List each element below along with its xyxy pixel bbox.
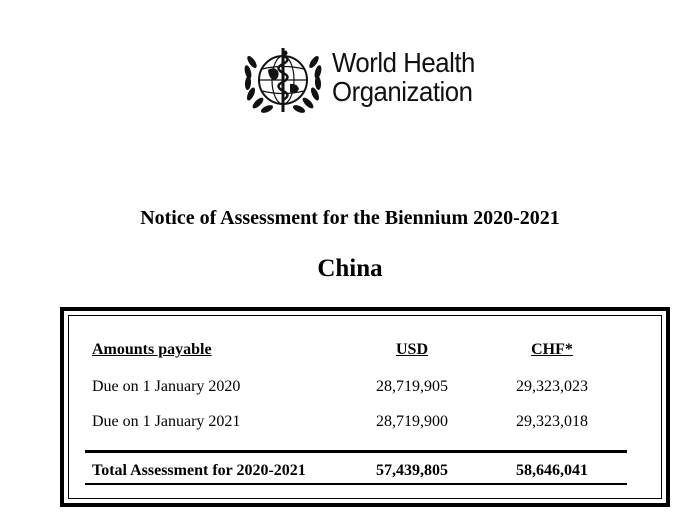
total-divider-top bbox=[85, 450, 627, 453]
who-emblem-icon bbox=[240, 40, 326, 118]
row-chf-2021: 29,323,018 bbox=[516, 413, 588, 430]
row-usd-2021: 28,719,900 bbox=[376, 413, 448, 430]
total-divider-bottom bbox=[85, 483, 627, 485]
total-label: Total Assessment for 2020-2021 bbox=[92, 462, 306, 479]
column-header-usd: USD bbox=[395, 341, 428, 358]
organization-name bbox=[332, 48, 475, 106]
who-logo bbox=[240, 40, 490, 118]
row-label-2021: Due on 1 January 2021 bbox=[92, 413, 241, 430]
org-name-line2: Organization bbox=[332, 76, 473, 107]
column-header-amounts: Amounts payable bbox=[92, 341, 212, 358]
total-usd: 57,439,805 bbox=[376, 462, 448, 479]
country-name: China bbox=[317, 255, 383, 282]
column-header-chf: CHF* bbox=[531, 341, 573, 358]
row-usd-2020: 28,719,905 bbox=[376, 378, 448, 395]
notice-title: Notice of Assessment for the Biennium 2020-2021 bbox=[140, 207, 560, 229]
row-chf-2020: 29,323,023 bbox=[516, 378, 588, 395]
total-chf: 58,646,041 bbox=[516, 462, 588, 479]
row-label-2020: Due on 1 January 2020 bbox=[92, 378, 241, 395]
org-name-line1: World Health bbox=[332, 47, 475, 78]
